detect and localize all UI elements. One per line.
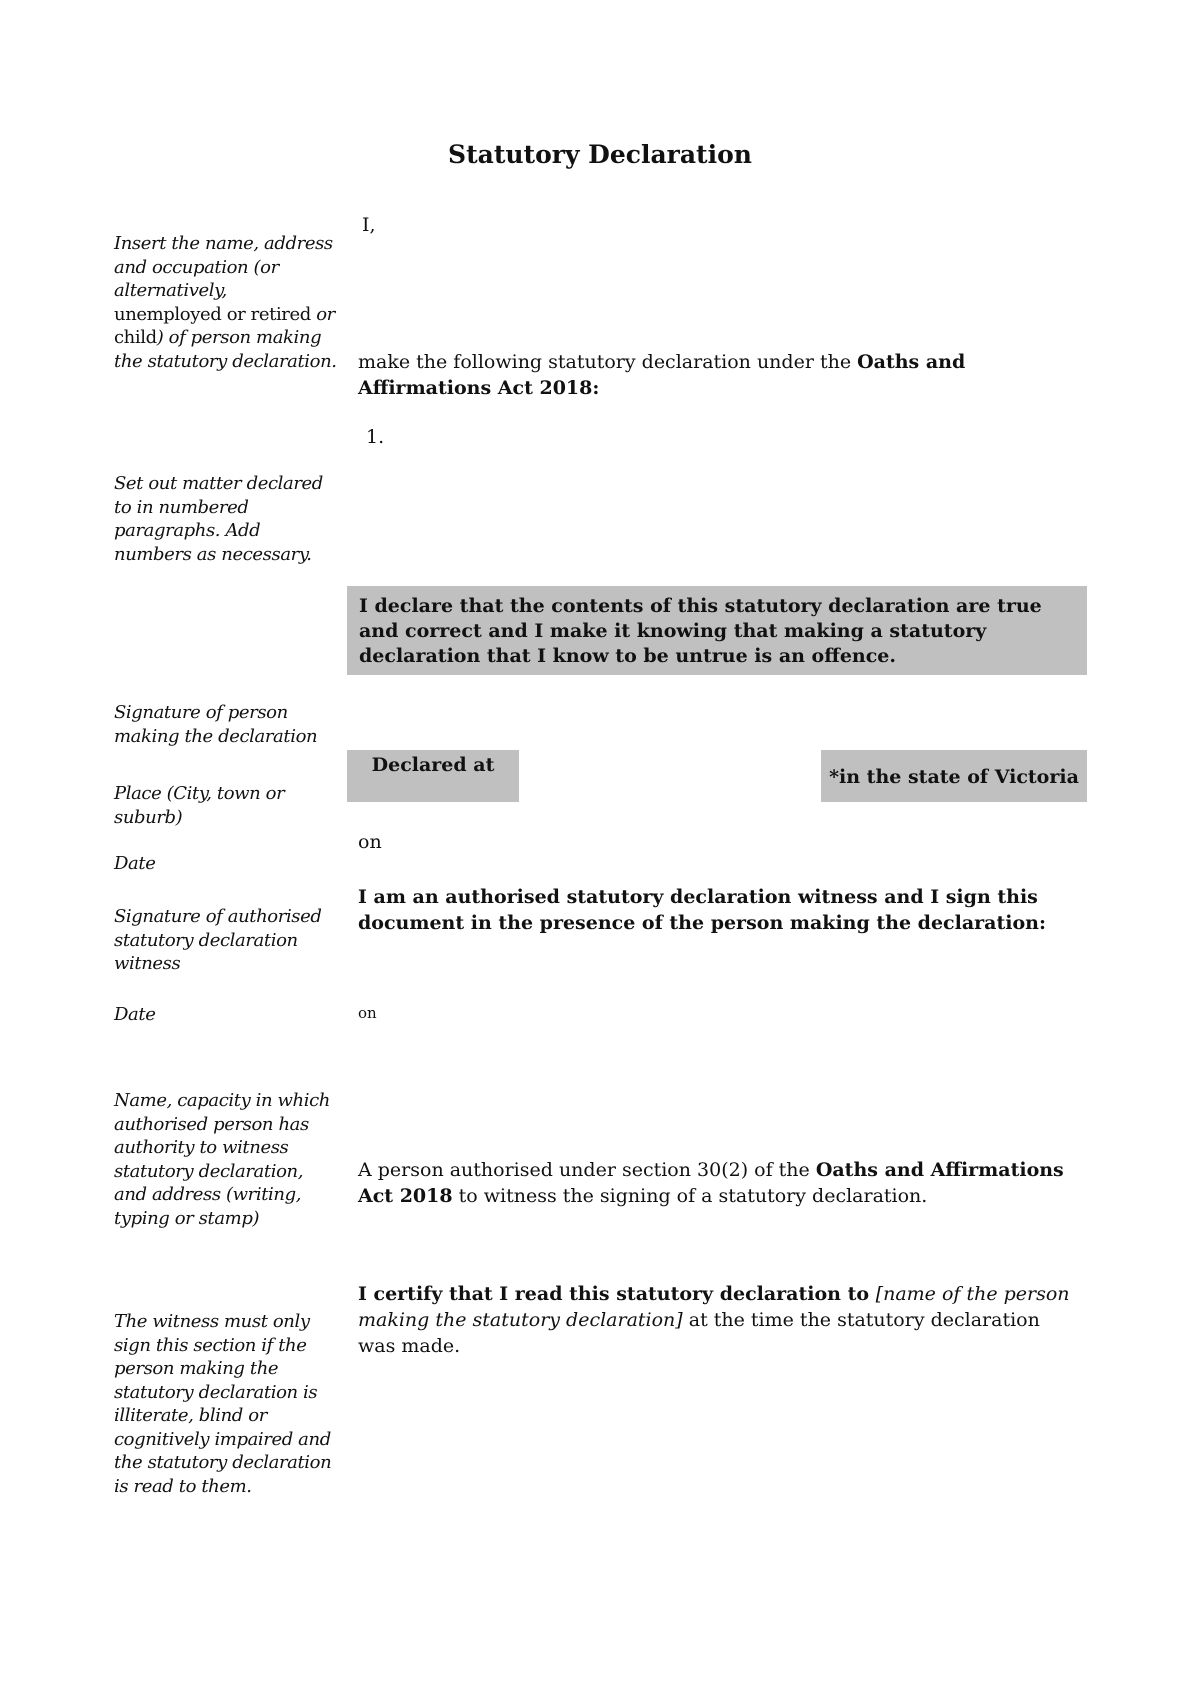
declared-at-label: Declared at xyxy=(347,750,519,802)
on-label-1: on xyxy=(358,831,382,853)
note-illiterate: The witness must only sign this section if the person making the statutory declaration is illiterate, blind or cognitively impaired and the statutory declaration is read to them. xyxy=(114,1311,332,1497)
note-text: or xyxy=(310,303,335,325)
note-text: ) of person making the statutory declaration. xyxy=(114,327,337,372)
note-place: Place (City, town or suburb) xyxy=(114,783,285,828)
note-signature-person: Signature of person making the declaration xyxy=(114,702,318,747)
in-state-label: *in the state of Victoria xyxy=(821,750,1087,802)
page-title: Statutory Declaration xyxy=(448,140,752,169)
certify-post: at the time the statutory declaration was made. xyxy=(358,1309,1040,1357)
note-text: Insert the name, address and occupation (or alternatively, xyxy=(114,233,333,301)
paragraph-number: 1. xyxy=(366,426,385,448)
note-witness-details: Name, capacity in which authorised person has authority to witness statutory declaration, and address (writing, typing or stamp) xyxy=(114,1090,330,1229)
declaration-statement: I declare that the contents of this statutory declaration are true and correct and I make it knowing that making a statutory declaration that I know to be untrue is an offence. xyxy=(347,586,1087,675)
i-label: I, xyxy=(362,214,376,236)
act-name: Oaths and Affirmations Act 2018: xyxy=(358,351,966,399)
authorised-act: Oaths and Affirmations Act 2018 xyxy=(358,1159,1064,1207)
note-matters: Set out matter declared to in numbered paragraphs. Add numbers as necessary. xyxy=(114,473,323,565)
note-text-plain: child xyxy=(114,327,157,348)
witness-statement: I am an authorised statutory declaration witness and I sign this document in the presence of the person making the declaration: xyxy=(358,886,1046,934)
note-signature-witness: Signature of authorised statutory declaration witness xyxy=(114,906,322,974)
make-text: make the following statutory declaration under the xyxy=(358,351,858,373)
make-declaration-text xyxy=(358,349,1078,401)
on-label-2: on xyxy=(358,1004,377,1022)
authorised-post: to witness the signing of a statutory declaration. xyxy=(452,1185,928,1207)
certify-bold: I certify that I read this statutory declaration to xyxy=(358,1283,876,1305)
note-date-2: Date xyxy=(114,1004,156,1025)
authorised-person-text xyxy=(358,1157,1078,1209)
certify-italic: [name of the person making the statutory declaration] xyxy=(358,1283,1070,1331)
note-date-1: Date xyxy=(114,853,156,874)
certify-text xyxy=(358,1281,1078,1359)
note-name-address xyxy=(114,232,339,373)
note-text-plain: unemployed or retired xyxy=(114,303,311,325)
authorised-pre: A person authorised under section 30(2) of the xyxy=(358,1159,816,1181)
